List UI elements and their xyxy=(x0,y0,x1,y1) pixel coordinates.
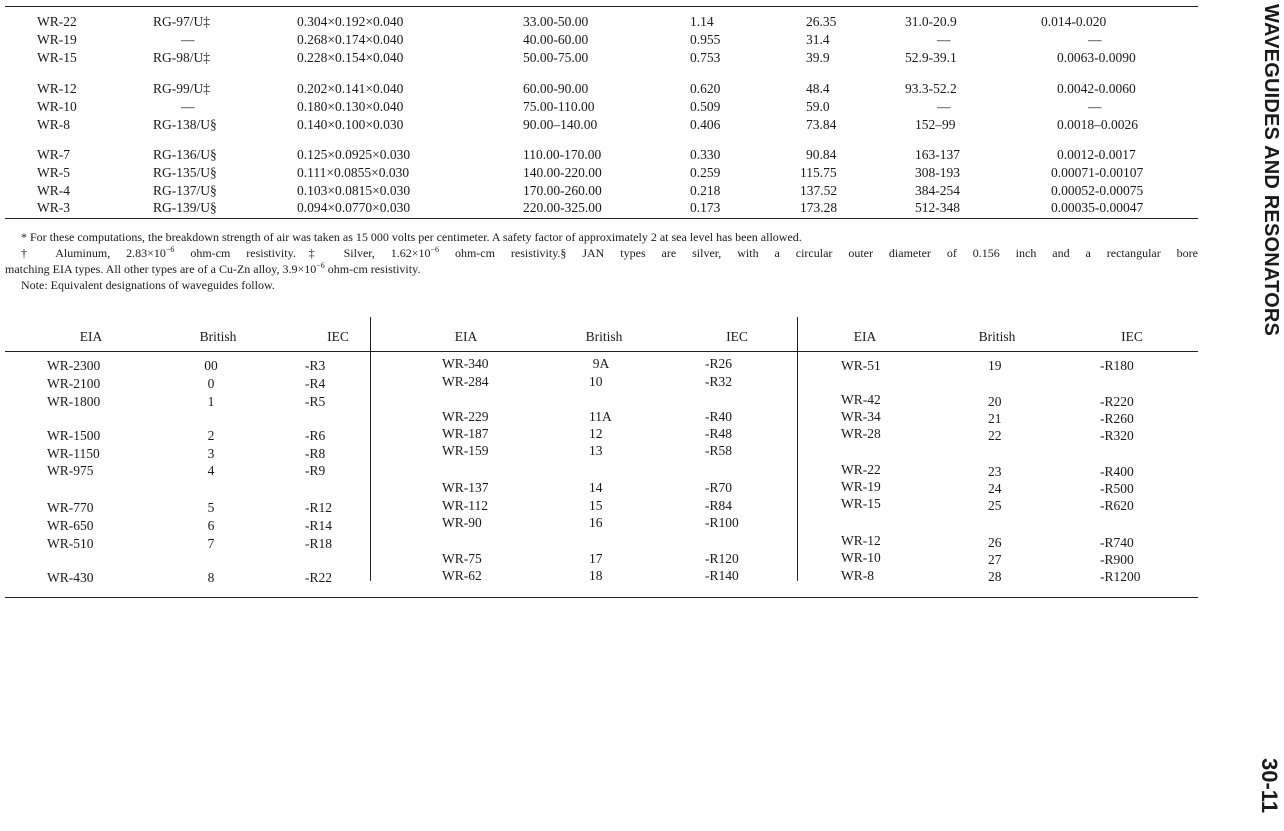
table-row xyxy=(5,116,1198,134)
cell-cutoff-wavelength: 0.955 xyxy=(690,32,721,47)
cell-dimensions: 0.202×0.141×0.040 xyxy=(297,81,404,96)
table-row xyxy=(5,199,1198,217)
table-row xyxy=(5,98,1198,116)
table-row xyxy=(5,13,1198,31)
footnote-text: ohm-cm resistivity.‡ Silver, 1.62×10 xyxy=(174,246,431,260)
cell-eia: WR-10 xyxy=(37,99,77,114)
cell-british: 2 xyxy=(207,428,215,443)
superscript-exponent: −6 xyxy=(316,261,325,270)
cell-eia: WR-90 xyxy=(442,515,482,530)
cell-eia: WR-1500 xyxy=(47,428,101,443)
cell-attenuation: 0.00052-0.00075 xyxy=(1051,183,1144,198)
cell-eia: WR-42 xyxy=(841,392,881,407)
cell-iec: -R6 xyxy=(305,428,326,443)
cell-cable: RG-136/U§ xyxy=(153,147,217,162)
cell-dimensions: 0.094×0.0770×0.030 xyxy=(297,200,411,215)
footnotes xyxy=(5,229,1198,293)
cell-cutoff-frequency: 59.0 xyxy=(806,99,830,114)
cell-cutoff-frequency: 173.28 xyxy=(800,200,838,215)
cell-cutoff-frequency: 31.4 xyxy=(806,32,830,47)
table-top-rule xyxy=(5,6,1198,7)
cell-iec: -R220 xyxy=(1100,394,1134,409)
cell-british: 21 xyxy=(988,411,1002,426)
cell-frequency-range: 60.00-90.00 xyxy=(523,81,589,96)
header-british: British xyxy=(199,329,237,344)
cell-cutoff-wavelength: 0.173 xyxy=(690,200,721,215)
cell-cutoff-wavelength: 0.753 xyxy=(690,50,721,65)
cell-cutoff-wavelength: 1.14 xyxy=(690,14,714,29)
cell-british: 1 xyxy=(207,394,215,409)
cell-british: 11A xyxy=(589,409,612,424)
cell-iec: -R320 xyxy=(1100,428,1134,443)
cell-attenuation: 0.00071-0.00107 xyxy=(1051,165,1144,180)
cell-eia: WR-187 xyxy=(442,426,489,441)
cell-british: 12 xyxy=(589,426,603,441)
cell-iec: -R100 xyxy=(705,515,739,530)
table-row xyxy=(5,182,1198,200)
footnote-breakdown-strength: * For these computations, the breakdown strength of air was taken as 15 000 volts per centimeter. A safety factor of approximately 2 at sea level has been allowed. xyxy=(21,230,802,244)
cell-frequency-range: 220.00-325.00 xyxy=(523,200,602,215)
note-equivalent-designations: Note: Equivalent designations of waveguides follow. xyxy=(21,278,275,292)
header-british: British xyxy=(585,329,623,344)
table-bottom-rule xyxy=(5,218,1198,219)
cell-power-rating: — xyxy=(937,32,951,47)
cell-british: 22 xyxy=(988,428,1002,443)
cell-cable: — xyxy=(181,99,195,114)
header-eia: EIA xyxy=(853,329,877,344)
cell-cutoff-frequency: 48.4 xyxy=(806,81,830,96)
footnote-text: ohm-cm resistivity.§ JAN types are silver, with a circular outer diameter of 0.156 inch and a rectangular bore xyxy=(439,246,1198,260)
running-head: WAVEGUIDES AND RESONATORS xyxy=(1260,4,1282,337)
cell-frequency-range: 75.00-110.00 xyxy=(523,99,595,114)
cell-british: 23 xyxy=(988,464,1002,479)
cell-iec: -R84 xyxy=(705,498,732,513)
cell-power-rating: 512-348 xyxy=(915,200,960,215)
superscript-exponent: −6 xyxy=(165,245,175,254)
cell-cable: RG-138/U§ xyxy=(153,117,217,132)
cell-cutoff-wavelength: 0.406 xyxy=(690,117,721,132)
cell-iec: -R70 xyxy=(705,480,732,495)
cell-iec: -R8 xyxy=(305,446,326,461)
cell-cutoff-wavelength: 0.218 xyxy=(690,183,721,198)
cell-british: 15 xyxy=(589,498,603,513)
cell-british: 4 xyxy=(207,463,215,478)
cell-attenuation: — xyxy=(1088,99,1102,114)
cell-cutoff-frequency: 39.9 xyxy=(806,50,830,65)
cell-cutoff-frequency: 90.84 xyxy=(806,147,837,162)
cell-eia: WR-1150 xyxy=(47,446,100,461)
superscript-exponent: −6 xyxy=(430,245,440,254)
cell-cutoff-wavelength: 0.509 xyxy=(690,99,721,114)
table-row xyxy=(5,49,1198,67)
cell-eia: WR-2300 xyxy=(47,358,101,373)
cell-iec: -R26 xyxy=(705,356,732,371)
cell-iec: -R58 xyxy=(705,443,732,458)
cell-british: 26 xyxy=(988,535,1002,550)
cell-eia: WR-137 xyxy=(442,480,489,495)
cell-cutoff-frequency: 26.35 xyxy=(806,14,837,29)
cell-cable: RG-139/U§ xyxy=(153,200,217,215)
cell-eia: WR-112 xyxy=(442,498,488,513)
cell-iec: -R1200 xyxy=(1100,569,1141,584)
cell-iec: -R48 xyxy=(705,426,732,441)
cell-frequency-range: 90.00–140.00 xyxy=(523,117,598,132)
cell-british: 27 xyxy=(988,552,1002,567)
header-eia: EIA xyxy=(454,329,478,344)
table-row xyxy=(5,146,1198,164)
cell-eia: WR-22 xyxy=(841,462,881,477)
cell-eia: WR-510 xyxy=(47,536,94,551)
cell-power-rating: 52.9-39.1 xyxy=(905,50,957,65)
cell-power-rating: 163-137 xyxy=(915,147,960,162)
cell-cable: RG-135/U§ xyxy=(153,165,217,180)
cell-cable: RG-98/U‡ xyxy=(153,50,210,65)
cell-eia: WR-28 xyxy=(841,426,881,441)
cell-power-rating: 384-254 xyxy=(915,183,960,198)
cell-frequency-range: 170.00-260.00 xyxy=(523,183,602,198)
cell-iec: -R500 xyxy=(1100,481,1134,496)
cell-iec: -R260 xyxy=(1100,411,1134,426)
cell-frequency-range: 40.00-60.00 xyxy=(523,32,589,47)
cell-eia: WR-75 xyxy=(442,551,482,566)
cell-eia: WR-12 xyxy=(37,81,77,96)
cell-iec: -R120 xyxy=(705,551,739,566)
cell-iec: -R14 xyxy=(305,518,332,533)
cell-iec: -R22 xyxy=(305,570,332,585)
cell-power-rating: — xyxy=(937,99,951,114)
footnote-resistivity xyxy=(5,245,1198,261)
cell-attenuation: 0.0018–0.0026 xyxy=(1057,117,1138,132)
cell-eia: WR-8 xyxy=(37,117,70,132)
footnote-resistivity-continued xyxy=(5,261,1198,277)
cell-british: 6 xyxy=(207,518,215,533)
cell-eia: WR-975 xyxy=(47,463,94,478)
cell-iec: -R400 xyxy=(1100,464,1134,479)
cell-cutoff-wavelength: 0.259 xyxy=(690,165,721,180)
cell-british: 3 xyxy=(207,446,215,461)
cell-frequency-range: 33.00-50.00 xyxy=(523,14,589,29)
table-bottom-rule xyxy=(5,597,1198,598)
cell-eia: WR-229 xyxy=(442,409,489,424)
cell-cable: RG-137/U§ xyxy=(153,183,217,198)
cell-cutoff-frequency: 115.75 xyxy=(800,165,837,180)
header-iec: IEC xyxy=(327,329,349,344)
cell-british: 17 xyxy=(589,551,603,566)
cell-attenuation: — xyxy=(1088,32,1102,47)
column-divider xyxy=(370,317,371,581)
cell-eia: WR-15 xyxy=(841,496,881,511)
cell-eia: WR-3 xyxy=(37,200,70,215)
footnote-text: ohm-cm resistivity. xyxy=(324,262,421,276)
cell-attenuation: 0.00035-0.00047 xyxy=(1051,200,1144,215)
cell-british: 8 xyxy=(207,570,215,585)
cell-british: 25 xyxy=(988,498,1002,513)
cell-dimensions: 0.180×0.130×0.040 xyxy=(297,99,404,114)
cell-eia: WR-19 xyxy=(841,479,881,494)
cell-frequency-range: 140.00-220.00 xyxy=(523,165,602,180)
cell-british: 7 xyxy=(207,536,215,551)
cell-attenuation: 0.0063-0.0090 xyxy=(1057,50,1136,65)
cell-eia: WR-770 xyxy=(47,500,94,515)
cell-eia: WR-51 xyxy=(841,358,881,373)
table-row xyxy=(5,31,1198,49)
cell-eia: WR-2100 xyxy=(47,376,101,391)
cell-iec: -R5 xyxy=(305,394,326,409)
cell-eia: WR-340 xyxy=(442,356,489,371)
cell-iec: -R32 xyxy=(705,374,732,389)
cell-cutoff-wavelength: 0.330 xyxy=(690,147,721,162)
cell-iec: -R740 xyxy=(1100,535,1134,550)
cell-cutoff-frequency: 137.52 xyxy=(800,183,838,198)
cell-eia: WR-19 xyxy=(37,32,77,47)
cell-iec: -R140 xyxy=(705,568,739,583)
cell-power-rating: 308-193 xyxy=(915,165,960,180)
cell-cable: RG-97/U‡ xyxy=(153,14,210,29)
cell-power-rating: 93.3-52.2 xyxy=(905,81,957,96)
cell-iec: -R9 xyxy=(305,463,326,478)
cell-attenuation: 0.0012-0.0017 xyxy=(1057,147,1136,162)
cell-eia: WR-5 xyxy=(37,165,70,180)
cell-cable: RG-99/U‡ xyxy=(153,81,210,96)
cell-iec: -R18 xyxy=(305,536,332,551)
cell-eia: WR-34 xyxy=(841,409,881,424)
table-row xyxy=(5,164,1198,182)
cell-british: 0 xyxy=(207,376,215,391)
cell-british: 18 xyxy=(589,568,603,583)
cell-british: 24 xyxy=(988,481,1002,496)
header-eia: EIA xyxy=(79,329,103,344)
footnote-text: † Aluminum, 2.83×10 xyxy=(21,246,166,260)
cell-eia: WR-15 xyxy=(37,50,77,65)
cell-cable: — xyxy=(181,32,195,47)
cell-iec: -R180 xyxy=(1100,358,1134,373)
cell-dimensions: 0.304×0.192×0.040 xyxy=(297,14,404,29)
cell-dimensions: 0.111×0.0855×0.030 xyxy=(297,165,410,180)
cell-british: 14 xyxy=(589,480,603,495)
cell-dimensions: 0.103×0.0815×0.030 xyxy=(297,183,411,198)
cell-british: 19 xyxy=(988,358,1002,373)
cell-eia: WR-1800 xyxy=(47,394,101,409)
cell-british: 9A xyxy=(592,356,610,371)
cell-iec: -R3 xyxy=(305,358,326,373)
cell-eia: WR-284 xyxy=(442,374,489,389)
cell-iec: -R620 xyxy=(1100,498,1134,513)
cell-cutoff-wavelength: 0.620 xyxy=(690,81,721,96)
cell-iec: -R12 xyxy=(305,500,332,515)
cell-eia: WR-22 xyxy=(37,14,77,29)
cell-british: 13 xyxy=(589,443,603,458)
cell-dimensions: 0.228×0.154×0.040 xyxy=(297,50,404,65)
table-top-rule xyxy=(5,351,1198,352)
cell-frequency-range: 50.00-75.00 xyxy=(523,50,589,65)
cell-eia: WR-12 xyxy=(841,533,881,548)
cell-attenuation: 0.0042-0.0060 xyxy=(1057,81,1136,96)
cell-eia: WR-7 xyxy=(37,147,70,162)
cell-dimensions: 0.140×0.100×0.030 xyxy=(297,117,404,132)
footnote-text: matching EIA types. All other types are of a Cu-Zn alloy, 3.9×10 xyxy=(5,262,317,276)
table-row xyxy=(5,80,1198,98)
cell-eia: WR-650 xyxy=(47,518,94,533)
cell-power-rating: 31.0-20.9 xyxy=(905,14,957,29)
cell-british: 20 xyxy=(988,394,1002,409)
header-iec: IEC xyxy=(1121,329,1143,344)
page-number: 30-11 xyxy=(1257,758,1282,814)
cell-british: 28 xyxy=(988,569,1002,584)
cell-british: 00 xyxy=(204,358,218,373)
cell-power-rating: 152–99 xyxy=(915,117,956,132)
cell-cutoff-frequency: 73.84 xyxy=(806,117,837,132)
cell-eia: WR-62 xyxy=(442,568,482,583)
column-divider xyxy=(797,317,798,581)
cell-dimensions: 0.125×0.0925×0.030 xyxy=(297,147,411,162)
cell-eia: WR-8 xyxy=(841,568,874,583)
header-iec: IEC xyxy=(726,329,748,344)
equivalent-designations-table xyxy=(5,317,1198,600)
cell-iec: -R900 xyxy=(1100,552,1134,567)
cell-frequency-range: 110.00-170.00 xyxy=(523,147,602,162)
cell-iec: -R4 xyxy=(305,376,326,391)
cell-eia: WR-430 xyxy=(47,570,94,585)
cell-british: 16 xyxy=(589,515,603,530)
cell-eia: WR-10 xyxy=(841,550,881,565)
cell-dimensions: 0.268×0.174×0.040 xyxy=(297,32,404,47)
cell-eia: WR-4 xyxy=(37,183,70,198)
cell-eia: WR-159 xyxy=(442,443,489,458)
header-british: British xyxy=(978,329,1016,344)
cell-iec: -R40 xyxy=(705,409,732,424)
cell-british: 10 xyxy=(589,374,603,389)
cell-attenuation: 0.014-0.020 xyxy=(1041,14,1107,29)
cell-british: 5 xyxy=(207,500,215,515)
